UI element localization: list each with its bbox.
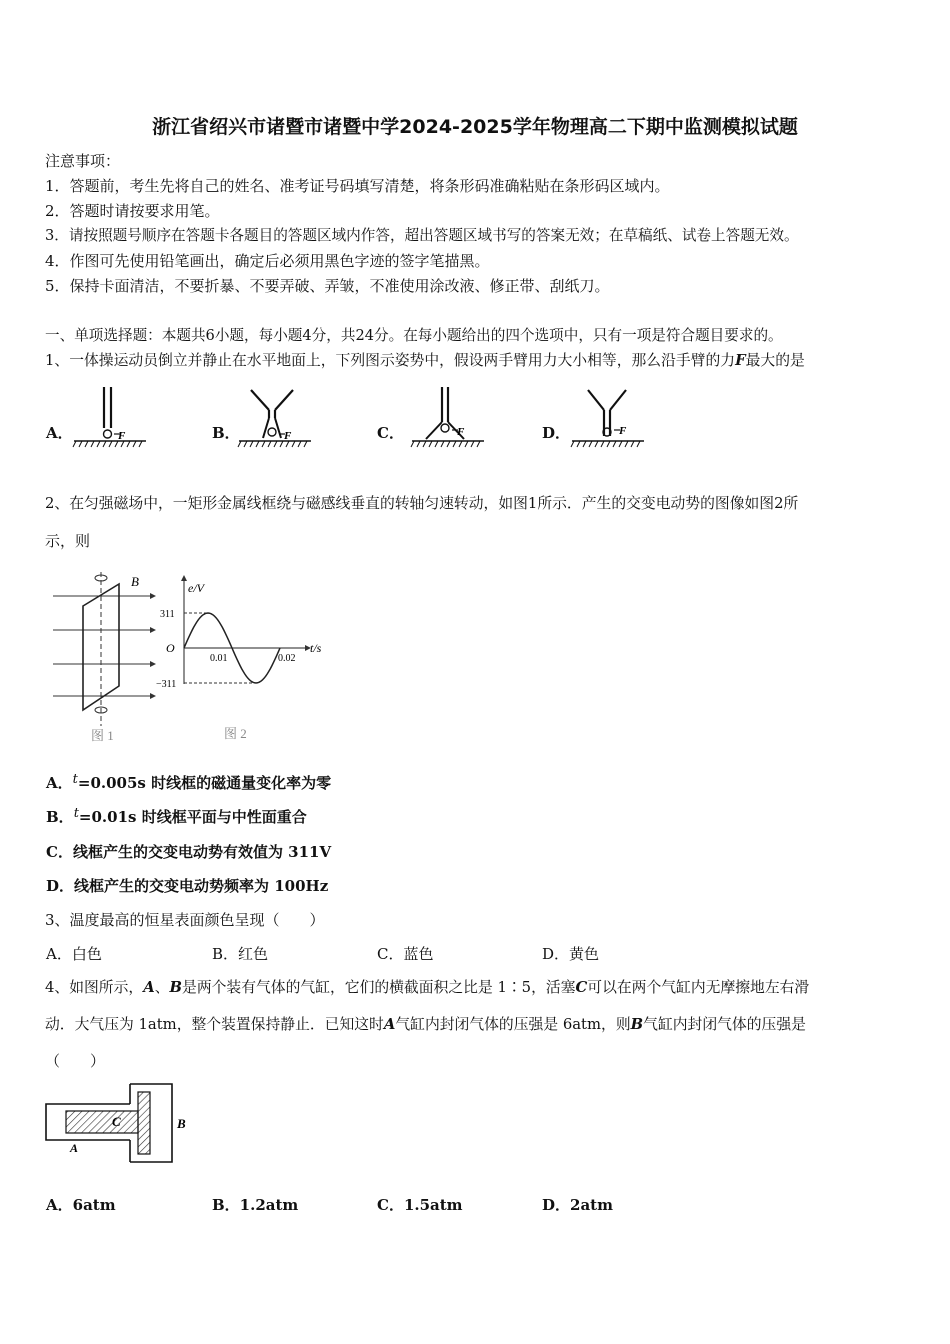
q2-opt-d-text: 线框产生的交变电动势频率为 100Hz <box>74 877 329 895</box>
q2-opt-a-prefix: A． <box>46 774 73 792</box>
notice-item-4: 4．作图可先使用铅笔画出，确定后必须用黑色字迹的签字笔描黑。 <box>45 252 490 270</box>
q3-option-b: B．红色 <box>212 945 269 963</box>
q2-tick-y-top: 311 <box>160 609 175 620</box>
q1c-force-label: F <box>457 426 465 438</box>
q4-l2b: 气缸内封闭气体的压强是 6atm，则 <box>395 1016 631 1033</box>
q4-var-b2: B <box>630 1016 644 1033</box>
q1-option-b-label: B． <box>212 424 240 442</box>
q4-fig-label-a: A <box>70 1141 79 1155</box>
q4-var-b: B <box>169 979 183 996</box>
q2-opt-b-prefix: B． <box>46 808 74 826</box>
notice-item-2: 2．答题时请按要求用笔。 <box>45 202 220 220</box>
q2-opt-b-text: =0.01s 时线框平面与中性面重合 <box>78 808 307 826</box>
q1-option-c-label: C． <box>377 424 404 442</box>
question-4-line1 <box>45 978 809 998</box>
q4-var-a: A <box>143 979 155 996</box>
q2-option-c <box>46 842 331 862</box>
q2-opt-d-prefix: D． <box>46 877 75 895</box>
question-4-line2 <box>45 1015 806 1035</box>
q4-l2a: 动．大气压为 1atm，整个装置保持静止．已知这时 <box>45 1016 384 1033</box>
q4-sep: 、 <box>154 979 170 996</box>
q2-opt-a-var: t <box>72 772 78 787</box>
q4-fig-label-b: B <box>177 1116 186 1131</box>
q2-fig1-caption: 图 1 <box>91 728 114 743</box>
q2-figure-1 <box>45 568 165 748</box>
q1-figure-a <box>70 384 150 454</box>
q3-option-d: D．黄色 <box>542 945 600 963</box>
q2-origin: O <box>166 641 175 655</box>
q4-var-a2: A <box>383 1016 396 1033</box>
notice-item-5: 5．保持卡面清洁，不要折暴、不要弄破、弄皱，不准使用涂改液、修正带、刮纸刀。 <box>45 277 610 295</box>
q4-l2c: 气缸内封闭气体的压强是 <box>643 1016 806 1033</box>
q2-axis-y: e/V <box>188 581 204 595</box>
q4-l1a: 4、如图所示， <box>45 979 144 996</box>
q4-option-d: D．2atm <box>542 1196 613 1214</box>
q4-l1c: 可以在两个气缸内无摩擦地左右滑 <box>587 979 810 996</box>
q2-tick-y-bottom: −311 <box>156 679 177 690</box>
q1b-force-label: F <box>284 430 292 442</box>
q1-tail: 最大的是 <box>745 352 805 369</box>
q2-opt-c-text: 线框产生的交变电动势有效值为 311V <box>72 843 332 861</box>
q4-var-c: C <box>575 979 588 996</box>
q4-figure <box>42 1080 202 1170</box>
notice-item-3: 3．请按照题号顺序在答题卡各题目的答题区域内作答，超出答题区域书写的答案无效；在草稿纸、试卷上答题无效。 <box>45 227 799 244</box>
q2-tick-x2: 0.02 <box>278 653 296 664</box>
q2-fig2-caption: 图 2 <box>224 726 247 741</box>
q1-figure-c <box>408 384 488 454</box>
question-2-line1: 2、在匀强磁场中，一矩形金属线框绕与磁感线垂直的转轴匀速转动，如图1所示．产生的交变电动势的图像如图2所 <box>45 495 799 512</box>
q1-stem: 1、一体操运动员倒立并静止在水平地面上，下列图示姿势中，假设两手臂用力大小相等，那么沿手臂的力 <box>45 352 736 369</box>
q2-figure-2 <box>156 572 340 748</box>
notice-item-1: 1．答题前，考生先将自己的姓名、准考证号码填写清楚，将条形码准确粘贴在条形码区域内。 <box>45 177 670 195</box>
q2-tick-x1: 0.01 <box>210 653 228 664</box>
q3-option-a: A．白色 <box>46 945 102 963</box>
q2-axis-x: t/s <box>310 641 322 655</box>
q2-option-a <box>46 773 331 795</box>
q4-option-c: C．1.5atm <box>377 1196 463 1214</box>
question-1-text <box>45 351 805 371</box>
section-heading: 一、单项选择题：本题共6小题，每小题4分，共24分。在每小题给出的四个选项中，只有一项是符合题目要求的。 <box>45 327 783 344</box>
notice-heading: 注意事项： <box>45 152 121 170</box>
q3-option-c: C．蓝色 <box>377 945 434 963</box>
q2-opt-b-var: t <box>73 806 79 821</box>
q2-field-label: B <box>131 574 139 589</box>
q4-fig-label-c: C <box>112 1114 121 1129</box>
q1-option-a-label: A． <box>46 424 73 442</box>
q1a-force-label: F <box>118 430 126 442</box>
question-3-text: 3、温度最高的恒星表面颜色呈现（ ） <box>45 911 325 929</box>
question-2-line2: 示，则 <box>45 532 91 550</box>
page-title: 浙江省绍兴市诸暨市诸暨中学2024-2025学年物理高二下期中监测模拟试题 <box>152 116 798 138</box>
q1-figure-d <box>568 384 648 454</box>
q4-option-b: B．1.2atm <box>212 1196 299 1214</box>
q1-option-d-label: D． <box>542 424 571 442</box>
q1-var: F <box>735 352 746 369</box>
q4-l1b: 是两个装有气体的气缸，它们的横截面积之比是 1∶5，活塞 <box>182 979 576 996</box>
q4-option-a: A．6atm <box>46 1196 116 1214</box>
q1-figure-b <box>235 384 315 454</box>
q2-opt-a-text: =0.005s 时线框的磁通量变化率为零 <box>77 774 332 792</box>
q2-option-d <box>46 876 328 896</box>
q2-opt-c-prefix: C． <box>46 843 73 861</box>
question-4-line3: （ ） <box>45 1052 106 1070</box>
q2-option-b <box>46 807 307 829</box>
q1d-force-label: F <box>619 425 627 437</box>
